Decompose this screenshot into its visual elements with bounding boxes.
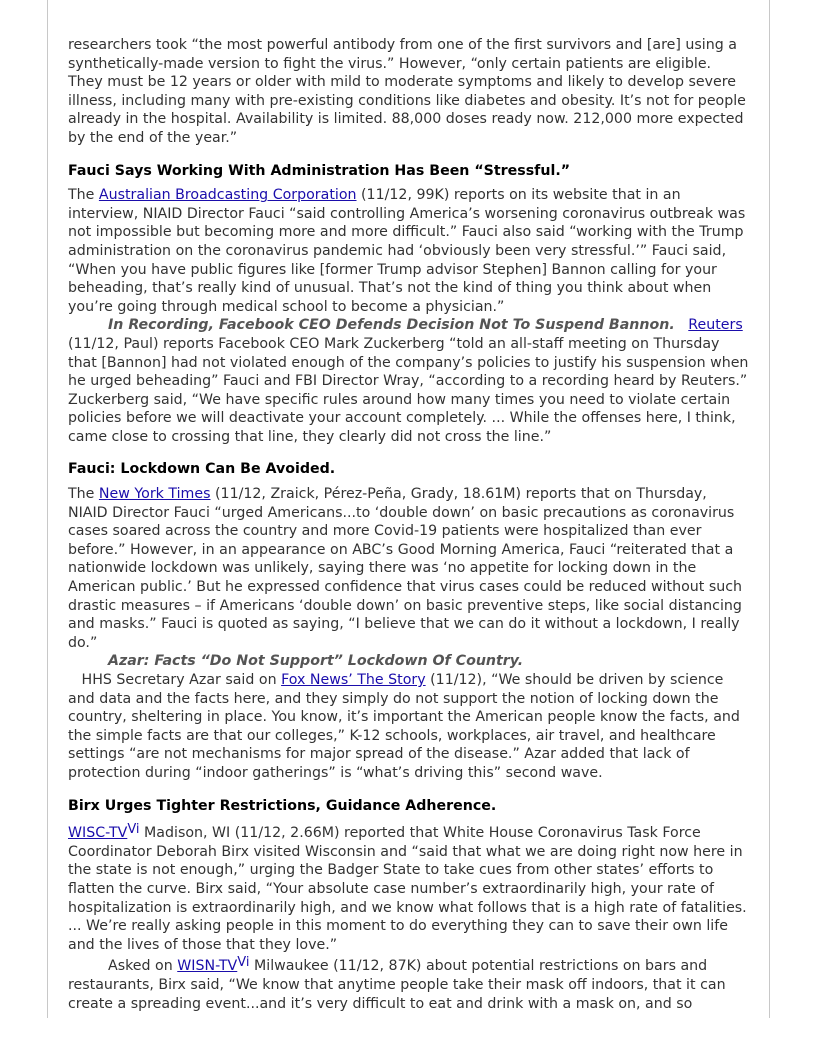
subheading-facebook: In Recording, Facebook CEO Defends Decision Not To Suspend Bannon. [108, 317, 675, 334]
link-wisc[interactable]: WISC-TV [68, 825, 128, 842]
intro-paragraph: researchers took “the most powerful antibody from one of the first survivors and [are] using a synthetically-made version to fight the virus.” However, “only certain patients are eligible. They must be 12 years or older with mild to moderate symptoms and likely to develop severe illness, including many with pre-existing conditions like diabetes and obesity. It’s not for people already in the hospital. Availability is limited. 88,000 doses ready now. 212,000 more expected by the end of the year.” [68, 37, 746, 146]
section-heading-birx: Birx Urges Tighter Restrictions, Guidance Adherence. [68, 797, 497, 814]
paragraph-nyt: The New York Times (11/12, Zraick, Pérez-Peña, Grady, 18.61M) reports that on Thursday, NIAID Director Fauci “urged Americans...to ‘double down’ on basic precautions as coronavirus cases soared across the country and more Covid-19 patients were hospitalized than ever before.” However, in an appearance on ABC’s Good Morning America, Fauci “reiterated that a nationwide lockdown was unlikely, saying there was ‘no appetite for locking down in the American public.’ But he expressed confidence that virus cases could be reduced without such drastic measures – if Americans ‘double down’ on basic preventive steps, like social distancing and masks.” Fauci is quoted as saying, “I believe that we can do it without a lockdown, I really do.” [68, 486, 742, 651]
link-nyt[interactable]: New York Times [98, 486, 211, 503]
paragraph-wisc: WISC-$TV^{Vi}$ Madison, WI (11/12, 2.66M) reported that White House Coronavirus Task Force Coordinator Deborah Birx visited Wisconsin and “said that what we are doing right now here in the state is not enough,” urging the Badger State to take cues from other states’ efforts to flatten the curve. Birx said, “Your absolute case number’s extraordinarily high, your rate of hospitalization is extraordinarily high, and we know what follows that is a high rate of fatalities. ... We’re really asking people in this moment to do everything they can to save their own life and the lives of those that they love.” [68, 822, 747, 953]
section-heading-fauci-stressful: Fauci Says Working With Administration Has Been “Stressful.” [68, 162, 571, 179]
link-reuters[interactable]: Reuters [688, 317, 743, 334]
link-wisn[interactable]: WISN-TV [177, 958, 238, 975]
paragraph-facebook: In Recording, Facebook CEO Defends Decision Not To Suspend Bannon. Reuters (11/12, Paul) reports Facebook CEO Mark Zuckerberg “told an all-staff meeting on Thursday that [Bannon] had not violated enough of the company’s policies to justify his suspension when he urged beheading” Fauci and FBI Director Wray, “according to a recording heard by Reuters.” Zuckerberg said, “We have specific rules around how many times you need to violate certain policies before we will deactivate your account completely. ... While the offenses here, I think, came close to crossing that line, they clearly did not cross the line.” [68, 317, 749, 445]
video-icon[interactable]: Vi [237, 955, 250, 971]
page-frame [47, 0, 770, 1018]
link-fox[interactable]: Fox News’ The Story [281, 672, 426, 688]
video-icon[interactable]: Vi [127, 822, 140, 838]
subheading-azar: Azar: Facts “Do Not Support” Lockdown Of Country. [108, 653, 524, 670]
section-heading-lockdown: Fauci: Lockdown Can Be Avoided. [68, 461, 336, 478]
paragraph-wisn: Asked on WISN-$TV^{Vi}$ Milwaukee (11/12, 87K) about potential restrictions on bars and restaurants, Birx said, “We know that anytime people take their mask off indoors, that it can create a spreading event...and it’s very difficult to eat and drink with a mask on, and so [68, 955, 726, 1012]
paragraph-azar: Azar: Facts “Do Not Support” Lockdown Of Country. HHS Secretary Azar said on Fox News’ The Story (11/12), “We should be driven by science and data and the facts here, and they simply do not support the notion of locking down the country, sheltering in place. You know, it’s important the American people know the facts, and the simple facts are that our colleges,” K-12 schools, workplaces, air travel, and healthcare settings “are not mechanisms for major spread of the disease.” Azar added that lack of protection during “indoor gatherings” is “what’s driving this” second wave. [68, 653, 740, 781]
article-body [68, 36, 750, 1013]
paragraph-abc: The Australian Broadcasting Corporation (11/12, 99K) reports on its website that in an interview, NIAID Director Fauci “said controlling America’s worsening coronavirus outbreak was not impossible but becoming more and more difficult.” Fauci also said “working with the Trump administration on the coronavirus pandemic had ‘obviously been very stressful.’” Fauci said, “When you have public figures like [former Trump advisor Stephen] Bannon calling for your beheading, that’s really kind of unusual. That’s not the kind of thing you think about when you’re going through medical school to become a physician.” [68, 187, 746, 315]
link-abc[interactable]: Australian Broadcasting Corporation [98, 187, 357, 204]
